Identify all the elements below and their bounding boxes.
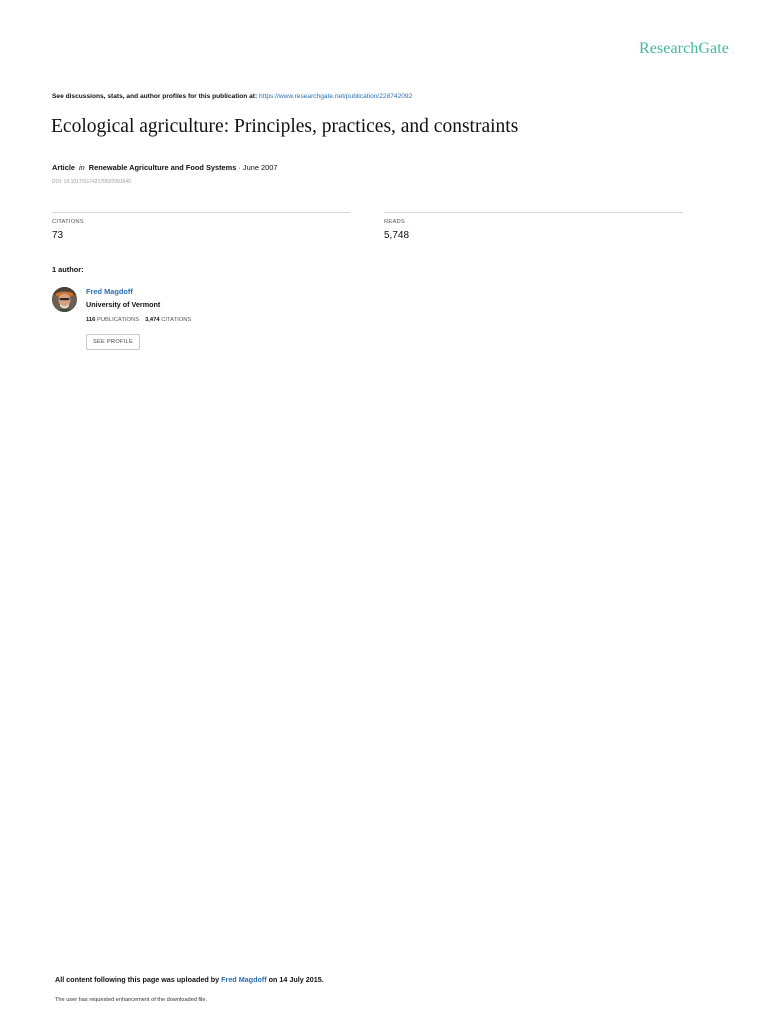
researchgate-logo[interactable]: ResearchGate bbox=[638, 40, 729, 57]
author-publications-count: 116 bbox=[86, 317, 96, 323]
upload-prefix: All content following this page was uploaded by bbox=[55, 975, 220, 984]
publication-title: Ecological agriculture: Principles, practices, and constraints bbox=[51, 116, 519, 137]
author-institution: University of Vermont bbox=[86, 300, 161, 309]
citations-value: 73 bbox=[52, 230, 64, 241]
author-citations-count: 3,474 bbox=[145, 317, 160, 323]
author-name-link[interactable]: Fred Magdoff bbox=[86, 287, 133, 296]
publication-url-link[interactable]: https://www.researchgate.net/publication/228742092 bbox=[259, 93, 413, 100]
upload-note bbox=[55, 975, 324, 984]
reads-value: 5,748 bbox=[384, 230, 410, 241]
journal-name[interactable]: Renewable Agriculture and Food Systems bbox=[88, 163, 237, 172]
author-avatar[interactable] bbox=[52, 287, 77, 312]
publication-type: Article bbox=[52, 163, 76, 172]
publication-date: · June 2007 bbox=[236, 163, 278, 172]
discussion-prefix: See discussions, stats, and author profiles for this publication at: bbox=[52, 93, 258, 100]
enhancement-note: The user has requested enhancement of the downloaded file. bbox=[55, 997, 208, 1003]
author-stats bbox=[86, 317, 191, 323]
reads-label: READS bbox=[384, 219, 405, 225]
uploader-link[interactable]: Fred Magdoff bbox=[221, 975, 267, 984]
see-profile-button[interactable]: SEE PROFILE bbox=[86, 334, 140, 350]
author-citations-label: CITATIONS bbox=[161, 317, 192, 323]
authors-heading: 1 author: bbox=[52, 265, 84, 274]
reads-divider bbox=[384, 212, 683, 213]
in-word: in bbox=[79, 163, 85, 172]
author-photo-icon bbox=[52, 287, 77, 312]
citations-divider bbox=[52, 212, 350, 213]
upload-suffix: on 14 July 2015. bbox=[268, 975, 324, 984]
author-publications-label: PUBLICATIONS bbox=[96, 317, 140, 323]
discussion-line bbox=[52, 93, 412, 100]
publication-meta bbox=[52, 163, 277, 172]
publication-doi: DOI: 10.1017/S1742170507001640 bbox=[52, 179, 131, 185]
citations-label: CITATIONS bbox=[52, 219, 84, 225]
